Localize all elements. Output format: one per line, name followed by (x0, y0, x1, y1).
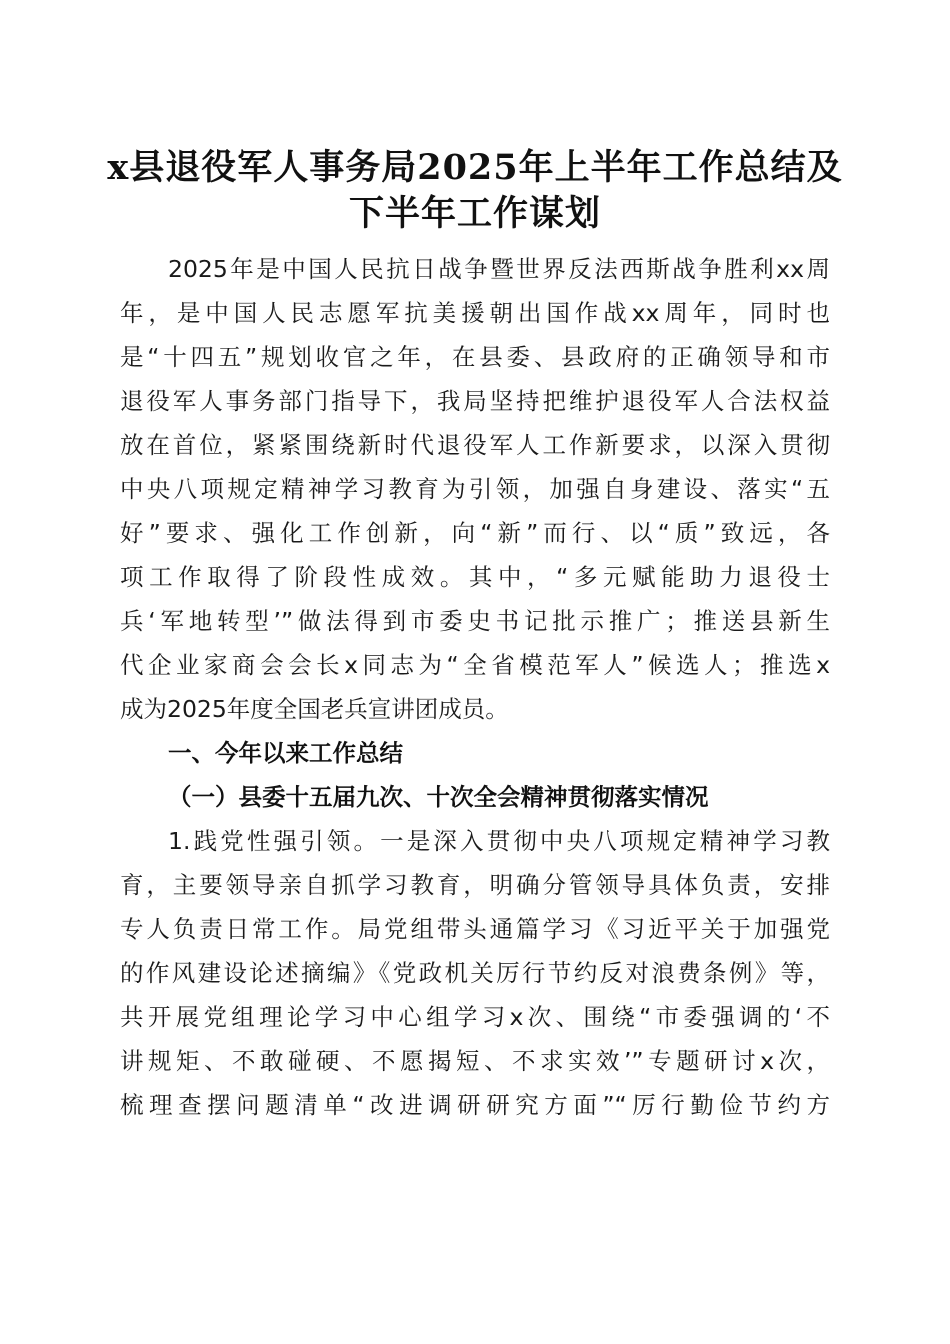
body-line: 共开展党组理论学习中心组学习x次、围绕“市委强调的‘不 (120, 1003, 830, 1031)
intro-line: 成为2025年度全国老兵宣讲团成员。 (120, 695, 509, 723)
body-line: 讲规矩、不敢碰硬、不愿揭短、不求实效’”专题研讨x次， (120, 1047, 830, 1075)
intro-line: 代企业家商会会长x同志为“全省模范军人”候选人；推选x (120, 651, 830, 679)
body-line: 育，主要领导亲自抓学习教育，明确分管领导具体负责，安排 (120, 871, 830, 899)
intro-line: 年，是中国人民志愿军抗美援朝出国作战xx周年，同时也 (120, 299, 830, 327)
intro-line: 是“十四五”规划收官之年，在县委、县政府的正确领导和市 (120, 343, 830, 371)
intro-line: 放在首位，紧紧围绕新时代退役军人工作新要求，以深入贯彻 (120, 431, 830, 459)
body-line: 的作风建设论述摘编》《党政机关厉行节约反对浪费条例》等， (120, 959, 830, 987)
body-line: 1.践党性强引领。一是深入贯彻中央八项规定精神学习教 (168, 827, 830, 855)
document-title-line-2: 下半年工作谋划 (348, 193, 601, 234)
body-line: 专人负责日常工作。局党组带头通篇学习《习近平关于加强党 (120, 915, 830, 943)
intro-line: 中央八项规定精神学习教育为引领，加强自身建设、落实“五 (120, 475, 830, 503)
body-line: 梳理查摆问题清单“改进调研研究方面”“厉行勤俭节约方 (120, 1091, 830, 1119)
intro-line: 2025年是中国人民抗日战争暨世界反法西斯战争胜利xx周 (168, 255, 830, 283)
intro-line: 好”要求、强化工作创新，向“新”而行、以“质”致远，各 (120, 519, 830, 547)
intro-line: 项工作取得了阶段性成效。其中，“多元赋能助力退役士 (120, 563, 830, 591)
section-heading: 一、今年以来工作总结 (168, 739, 403, 767)
intro-line: 退役军人事务部门指导下，我局坚持把维护退役军人合法权益 (120, 387, 830, 415)
document-title-line-1: x县退役军人事务局2025年上半年工作总结及 (107, 147, 843, 188)
subsection-heading: （一）县委十五届九次、十次全会精神贯彻落实情况 (168, 783, 709, 811)
intro-line: 兵‘军地转型’”做法得到市委史书记批示推广；推送县新生 (120, 607, 830, 635)
